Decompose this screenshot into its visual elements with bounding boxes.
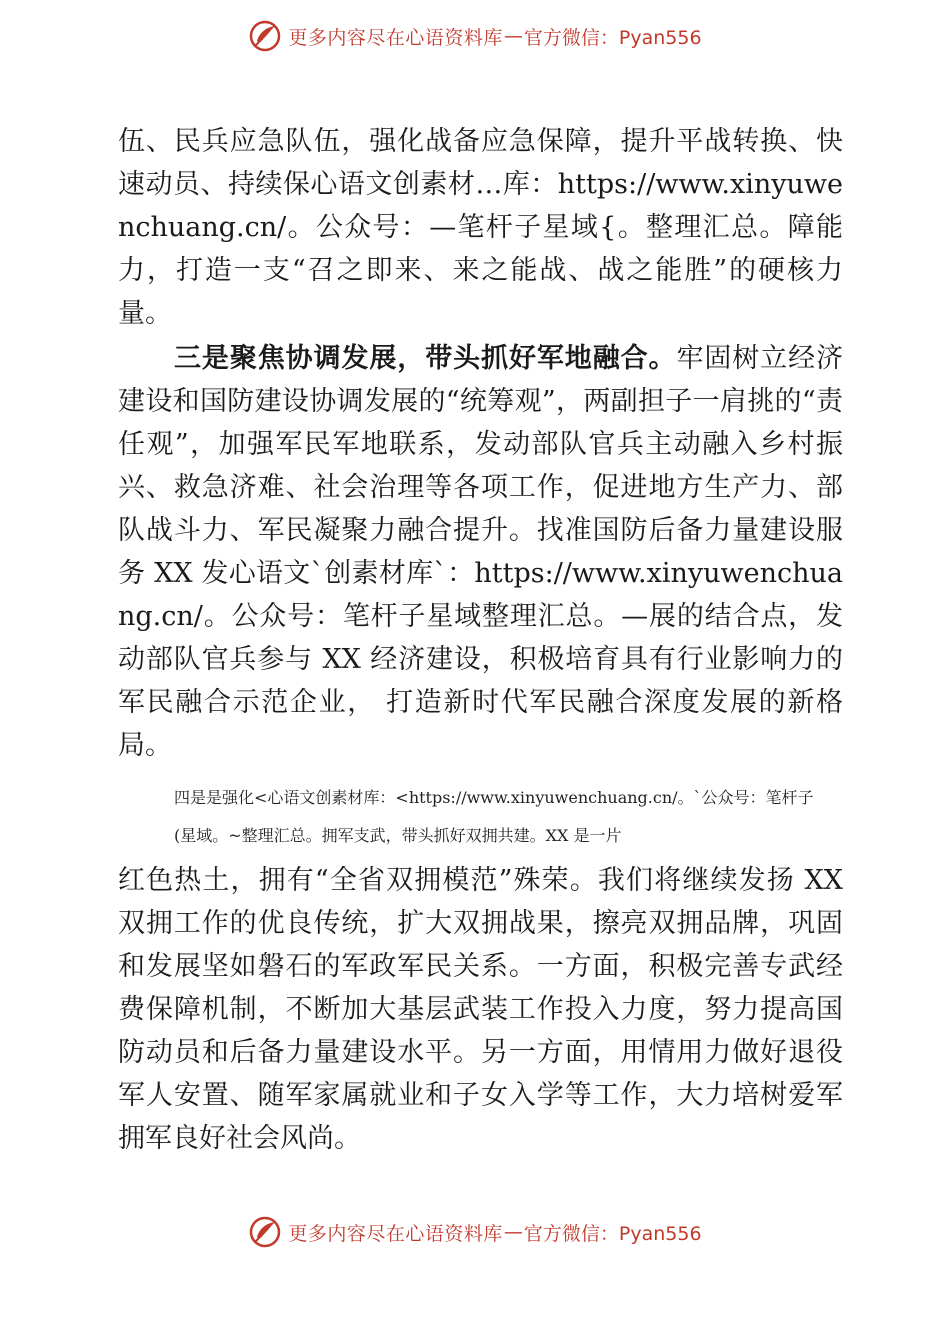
brand-logo-icon [248, 1215, 282, 1249]
paragraph-3: 红色热土，拥有“全省双拥模范”殊荣。我们将继续发扬 XX 双拥工作的优良传统，扩大双拥战果，擦亮双拥品牌，巩固和发展坚如磐石的军政军民关系。一方面，积极完善专武经费保障机制，不断加大基层武装工作投入力度，努力提高国防动员和后备力量建设水平。另一方面，用情用力做好退役军人安置、随军家属就业和子女入学等工作，大力培树爱军拥军良好社会风尚。 [118, 865, 843, 1154]
brand-logo-icon [248, 19, 282, 53]
header-banner-text: 更多内容尽在心语资料库 [288, 26, 503, 49]
header-wechat-id: 官方微信：Pyan556 [523, 26, 702, 49]
paragraph-2-body: 牢固树立经济建设和国防建设协调发展的“统筹观”，两副担子一肩挑的“责任观”，加强军民军地联系，发动部队官兵主动融入乡村振兴、救急济难、社会治理等各项工作，促进地方生产力、部队战斗力、军民凝聚力融合提升。找准国防后备力量建设服务 XX 发心语文`创素材库`：https://www.xinyuwenchuang.cn/。公众号：笔杆子星域整理汇总。—展的结合点，发动部队官兵参与 XX 经济建设，积极培育具有行业影响力的军民融合示范企业， 打造新时代军民融合深度发展的新格局。 [118, 343, 844, 761]
paragraph-1: 伍、民兵应急队伍，强化战备应急保障，提升平战转换、快速动员、持续保心语文创素材…库：https://www.xinyuwenchuang.cn/。公众号：—笔杆子星域{。整理汇总。障能力，打造一支“召之即来、来之能战、战之能胜”的硬核力量。 [118, 126, 843, 329]
small-text-line-1: 四是是强化<心语文创素材库：<https://www.xinyuwenchuang.cn/。`公众号：笔杆子 [174, 788, 814, 807]
paragraph-2 [118, 337, 843, 767]
footer-banner [0, 1212, 950, 1252]
header-banner [0, 16, 950, 56]
document-body [118, 120, 843, 1160]
paragraph-2-lead: 三是聚焦协调发展，带头抓好军地融合。 [174, 343, 677, 374]
header-banner-dash: — [503, 25, 523, 47]
footer-wechat-id: 官方微信：Pyan556 [523, 1222, 702, 1245]
small-text-line-2: (星域。~整理汇总。拥军支武，带头抓好双拥共建。XX 是一片 [174, 826, 622, 845]
footer-banner-dash: — [503, 1221, 523, 1243]
small-text-block [118, 779, 843, 855]
footer-banner-text: 更多内容尽在心语资料库 [288, 1222, 503, 1245]
